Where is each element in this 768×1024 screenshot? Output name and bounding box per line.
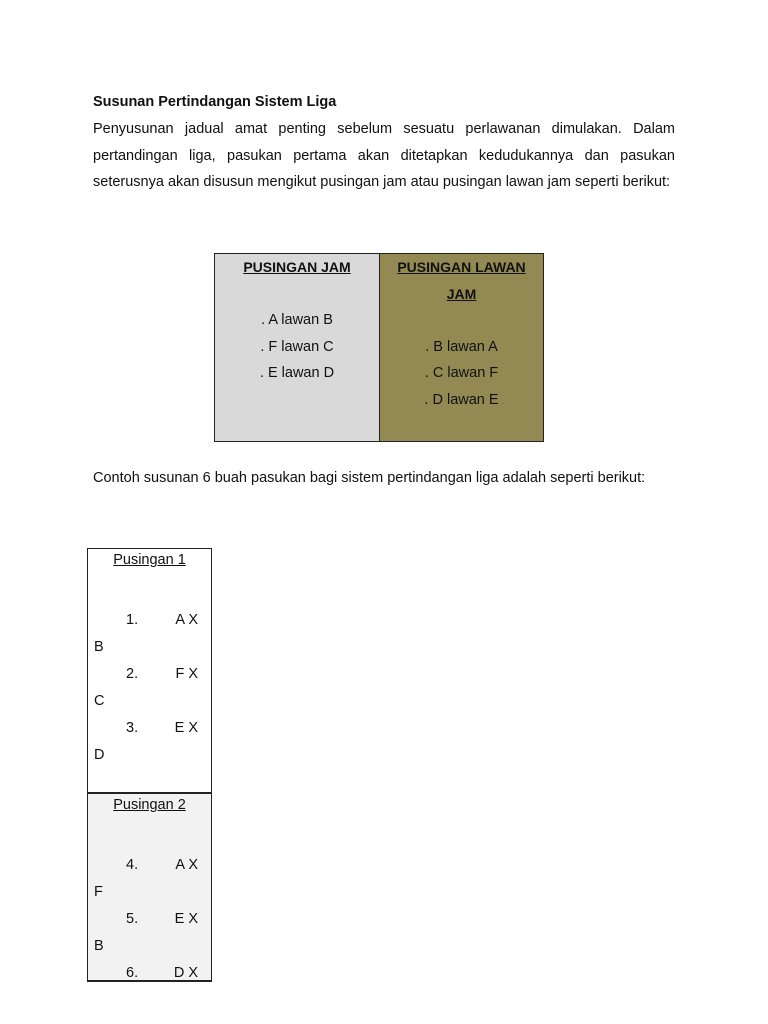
match-number: 5.: [126, 911, 139, 927]
match-row: [88, 960, 211, 1014]
round-title: Pusingan 2: [113, 797, 186, 813]
rotation-table: [214, 253, 544, 442]
match-number: 3.: [126, 720, 139, 736]
header-pusingan-lawan-jam: [380, 254, 543, 307]
match-team-b: B: [94, 938, 104, 954]
match-team-a: F X: [175, 666, 198, 682]
column-pusingan-jam: [215, 254, 380, 441]
round-box-1: [87, 548, 212, 792]
match-number: 4.: [126, 857, 139, 873]
round-title: Pusingan 1: [113, 552, 186, 568]
intro-paragraph: Penyusunan jadual amat penting sebelum sesuatu perlawanan dimulakan. Dalam pertandingan liga, pasukan pertama akan ditetapkan kedudukannya dan pasukan seterusnya akan disusun mengikut pusingan jam atau pusingan lawan jam seperti berikut:: [93, 121, 675, 190]
match-number: 6.: [126, 965, 139, 981]
match-team-a: E X: [174, 720, 198, 736]
header-pusingan-jam: PUSINGAN JAM: [243, 259, 351, 275]
match-row: [88, 852, 211, 906]
lawan-jam-line: . C lawan F: [424, 365, 499, 381]
match-team-b: C: [94, 693, 105, 709]
jam-line: . F lawan C: [260, 338, 334, 355]
jam-line: . E lawan D: [259, 365, 335, 381]
round-box-2: [87, 792, 212, 982]
match-row: [88, 607, 211, 661]
match-team-b: B: [94, 639, 104, 655]
match-team-a: E X: [174, 911, 198, 927]
match-number: 1.: [126, 612, 139, 628]
match-team-b: F: [94, 884, 103, 900]
match-row: [88, 906, 211, 960]
jam-line: . A lawan B: [261, 312, 333, 328]
section-heading: Susunan Pertindangan Sistem Liga: [93, 94, 337, 110]
column-pusingan-lawan-jam: [380, 254, 543, 441]
lawan-jam-line: . D lawan E: [424, 391, 499, 408]
match-row: [88, 715, 211, 769]
lawan-jam-line: . B lawan A: [425, 338, 498, 355]
match-team-a: A X: [175, 857, 198, 873]
match-team-a: A X: [175, 612, 198, 628]
match-team-a: D X: [173, 965, 198, 981]
example-paragraph: Contoh susunan 6 buah pasukan bagi sistem pertindangan liga adalah seperti berikut:: [93, 470, 646, 486]
match-number: 2.: [126, 666, 139, 682]
header-lawan-line2: JAM: [446, 285, 477, 302]
header-lawan-line1: PUSINGAN LAWAN: [397, 259, 526, 275]
match-team-b: D: [94, 747, 105, 763]
match-row: [88, 661, 211, 715]
